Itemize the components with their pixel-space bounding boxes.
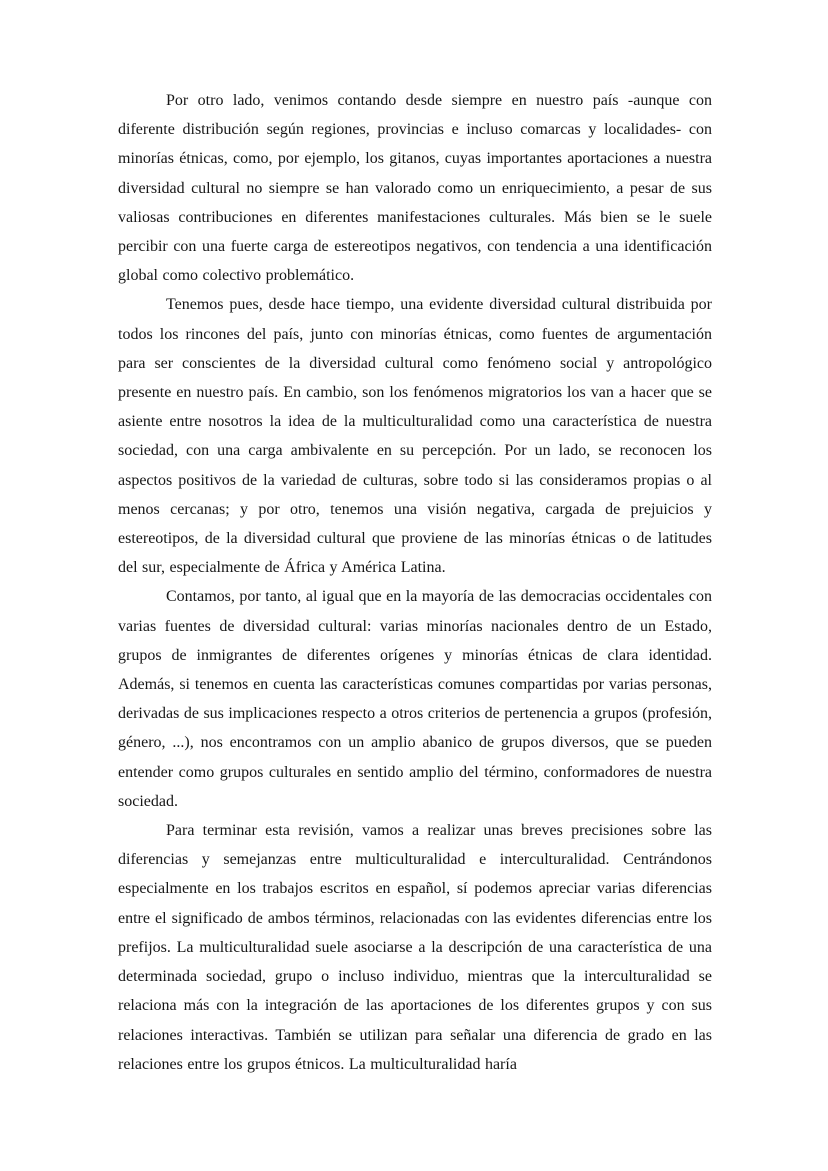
paragraph: Tenemos pues, desde hace tiempo, una evidente diversidad cultural distribuida por todos los rincones del país, junto con minorías étnicas, como fuentes de argumentación para ser conscientes de la diversidad cultural como fenómeno social y antropológico presente en nuestro país. En cambio, son los fenómenos migratorios los van a hacer que se asiente entre nosotros la idea de la multiculturalidad como una característica de nuestra sociedad, con una carga ambivalente en su percepción. Por un lado, se reconocen los aspectos positivos de la variedad de culturas, sobre todo si las consideramos propias o al menos cercanas; y por otro, tenemos una visión negativa, cargada de prejuicios y estereotipos, de la diversidad cultural que proviene de las minorías étnicas o de latitudes del sur, especialmente de África y América Latina. — [118, 296, 712, 577]
paragraph: Contamos, por tanto, al igual que en la mayoría de las democracias occidentales con varias fuentes de diversidad cultural: varias minorías nacionales dentro de un Estado, grupos de inmigrantes de diferentes orígenes y minorías étnicas de clara identidad. Además, si tenemos en cuenta las características comunes compartidas por varias personas, derivadas de sus implicaciones respecto a otros criterios de pertenencia a grupos (profesión, género, ...), nos encontramos con un amplio abanico de grupos diversos, que se pueden entender como grupos culturales en sentido amplio del término, conformadores de nuestra sociedad. — [118, 588, 712, 810]
paragraph: Por otro lado, venimos contando desde siempre en nuestro país -aunque con diferente distribución según regiones, provincias e incluso comarcas y localidades- con minorías étnicas, como, por ejemplo, los gitanos, cuyas importantes aportaciones a nuestra diversidad cultural no siempre se han valorado como un enriquecimiento, a pesar de sus valiosas contribuciones en diferentes manifestaciones culturales. Más bien se le suele percibir con una fuerte carga de estereotipos negativos, con tendencia a una identificación global como colectivo problemático. — [118, 92, 712, 285]
document-body — [118, 86, 712, 1079]
paragraph: Para terminar esta revisión, vamos a realizar unas breves precisiones sobre las diferencias y semejanzas entre multiculturalidad e interculturalidad. Centrándonos especialmente en los trabajos escritos en español, sí podemos apreciar varias diferencias entre el significado de ambos términos, relacionadas con las evidentes diferencias entre los prefijos. La multiculturalidad suele asociarse a la descripción de una característica de una determinada sociedad, grupo o incluso individuo, mientras que la interculturalidad se relaciona más con la integración de las aportaciones de los diferentes grupos y con sus relaciones interactivas. También se utilizan para señalar una diferencia de grado en las relaciones entre los grupos étnicos. La multiculturalidad haría — [118, 822, 712, 1073]
